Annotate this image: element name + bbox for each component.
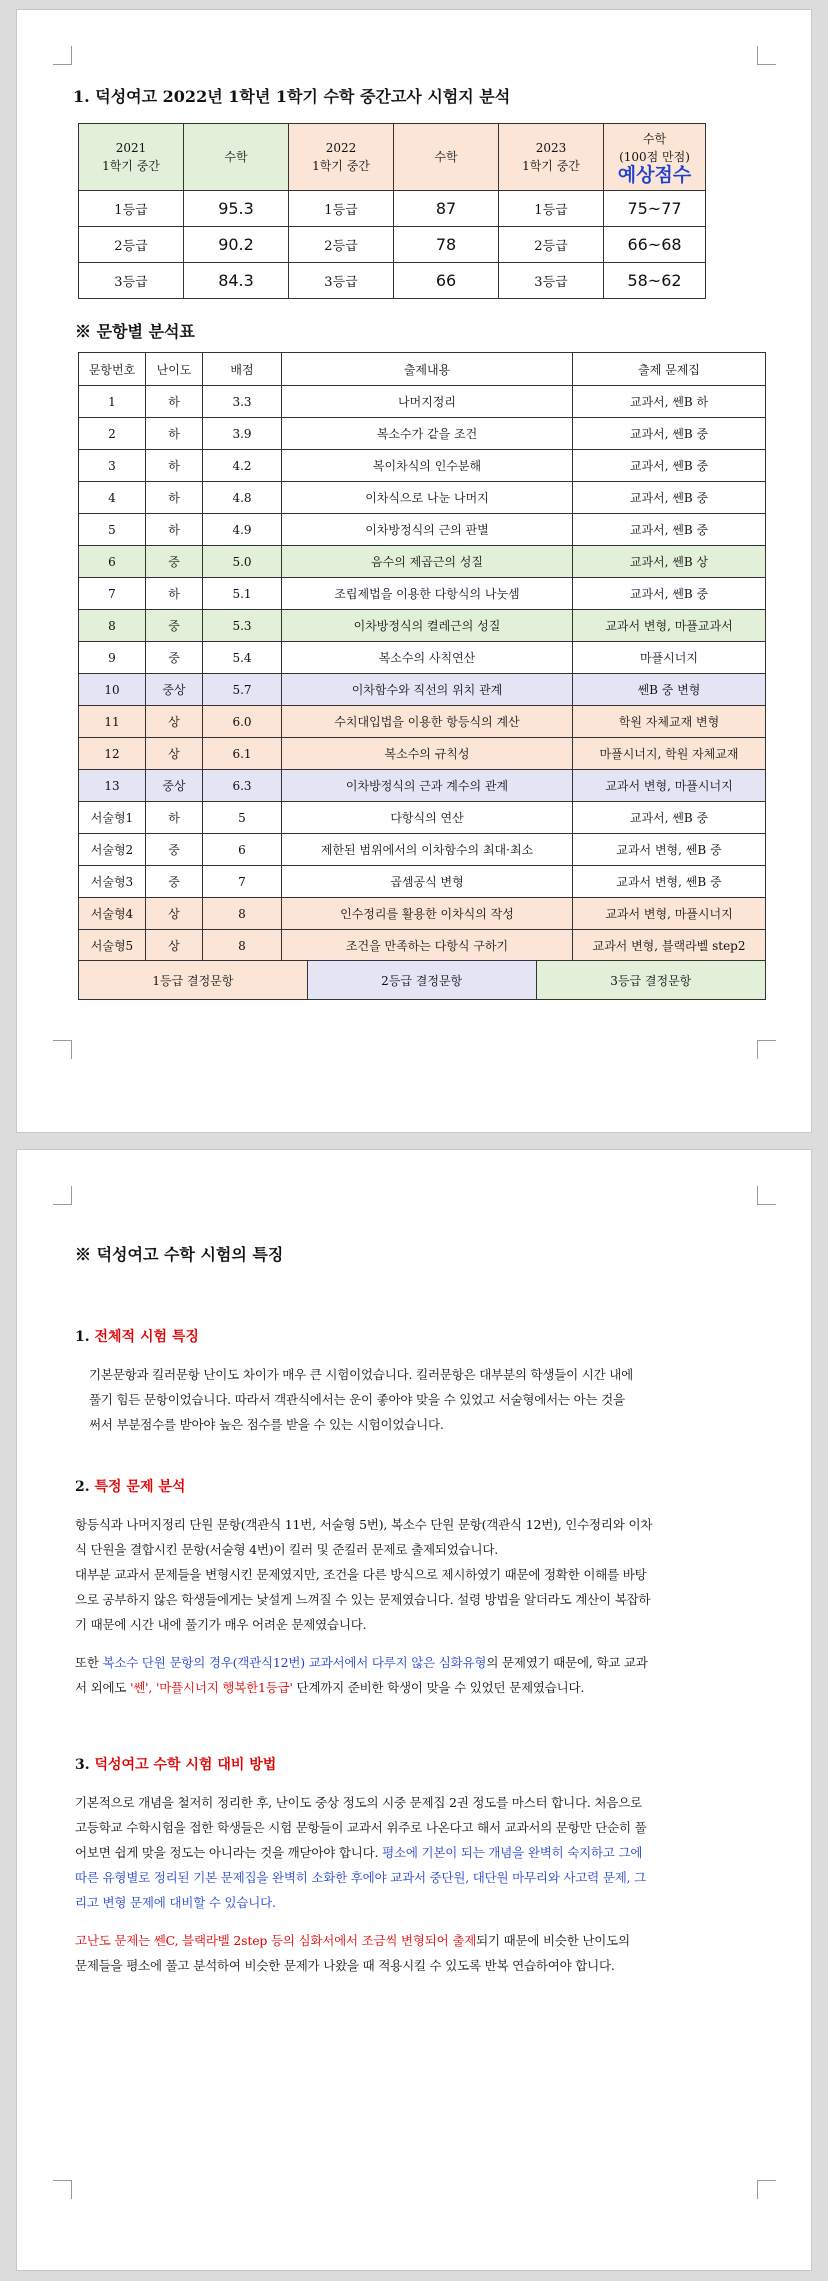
section-title: 덕성여고 수학 시험 대비 방법 <box>94 1757 277 1773</box>
section-number: 1. <box>75 1329 95 1345</box>
grade-cell: 2등급 <box>289 227 394 263</box>
difficulty-cell: 중 <box>146 546 203 578</box>
content-cell: 인수정리를 활용한 이차식의 작성 <box>282 898 573 930</box>
question-rows <box>79 386 766 962</box>
text-line: 식 단원을 결합시킨 문항(서술형 4번)이 킬러 및 준킬러 문제로 출제되었습니다. <box>75 1542 498 1557</box>
text-line: 으로 공부하지 않은 학생들에게는 낯설게 느껴질 수 있는 문제였습니다. 설령 방법을 알더라도 계산이 복잡하 <box>75 1592 651 1607</box>
difficulty-cell: 상 <box>146 706 203 738</box>
table-row <box>79 610 766 642</box>
points-cell: 8 <box>203 930 282 962</box>
header-math-2022: 수학 <box>394 124 499 191</box>
points-cell: 7 <box>203 866 282 898</box>
content-cell: 이차식으로 나눈 나머지 <box>282 482 573 514</box>
grade-cell: 1등급 <box>79 191 184 227</box>
header-question-no: 문항번호 <box>79 353 146 386</box>
difficulty-cell: 중 <box>146 866 203 898</box>
text-line: 대부분 교과서 문제들을 변형시킨 문제였지만, 조건을 다른 방식으로 제시하였기 때문에 정확한 이해를 바탕 <box>75 1567 647 1582</box>
question-no-cell: 13 <box>79 770 146 802</box>
score-cell: 95.3 <box>184 191 289 227</box>
header-2021 <box>79 124 184 191</box>
header-max-score: (100점 만점) <box>619 150 690 164</box>
text-line: 써서 부분점수를 받아야 높은 점수를 받을 수 있는 시험이었습니다. <box>89 1417 444 1432</box>
question-analysis-table <box>78 352 766 962</box>
document-page-1 <box>17 10 811 1132</box>
text-line <box>75 1840 773 1865</box>
content-cell: 음수의 제곱근의 성질 <box>282 546 573 578</box>
content-cell: 다항식의 연산 <box>282 802 573 834</box>
content-cell: 이차방정식의 근의 판별 <box>282 514 573 546</box>
text-line: 항등식과 나머지정리 단원 문항(객관식 11번, 서술형 5번), 복소수 단원 문항(객관식 12번), 인수정리와 이차 <box>75 1517 653 1532</box>
score-cell: 87 <box>394 191 499 227</box>
content-cell: 복소수의 사칙연산 <box>282 642 573 674</box>
content-cell: 나머지정리 <box>282 386 573 418</box>
question-no-cell: 서술형2 <box>79 834 146 866</box>
difficulty-cell: 하 <box>146 482 203 514</box>
features-title: ※ 덕성여고 수학 시험의 특징 <box>75 1245 284 1264</box>
difficulty-cell: 하 <box>146 450 203 482</box>
question-no-cell: 7 <box>79 578 146 610</box>
table-row <box>79 866 766 898</box>
legend-grade-1: 1등급 결정문항 <box>79 961 308 1000</box>
question-no-cell: 9 <box>79 642 146 674</box>
question-no-cell: 4 <box>79 482 146 514</box>
points-cell: 6.0 <box>203 706 282 738</box>
table-header-row <box>79 353 766 386</box>
table-row <box>79 386 766 418</box>
points-cell: 8 <box>203 898 282 930</box>
table-row <box>79 642 766 674</box>
section-title: 특정 문제 분석 <box>94 1479 186 1495</box>
source-cell: 교과서, 쎈B 하 <box>573 386 766 418</box>
section-1-body <box>89 1362 769 1437</box>
header-year: 2021 <box>115 141 147 155</box>
grade-cell: 3등급 <box>499 263 604 299</box>
legend-grade-3: 3등급 결정문항 <box>536 961 765 1000</box>
section-2-heading <box>75 1476 185 1496</box>
header-subject: 수학 <box>642 132 667 146</box>
section-3-body <box>75 1790 773 1915</box>
margin-mark <box>53 1040 72 1059</box>
table-row <box>79 546 766 578</box>
section-title: 전체적 시험 특징 <box>94 1329 199 1345</box>
question-no-cell: 6 <box>79 546 146 578</box>
table-row <box>79 738 766 770</box>
table-row <box>79 578 766 610</box>
question-no-cell: 8 <box>79 610 146 642</box>
table-row <box>79 706 766 738</box>
text-run: 의 문제였기 때문에, 학교 교과 <box>486 1655 648 1670</box>
table-row <box>79 674 766 706</box>
table-row <box>79 514 766 546</box>
difficulty-cell: 중상 <box>146 770 203 802</box>
source-cell: 교과서 변형, 마플시너지 <box>573 898 766 930</box>
points-cell: 5.4 <box>203 642 282 674</box>
content-cell: 곱셈공식 변형 <box>282 866 573 898</box>
margin-mark <box>757 2180 776 2199</box>
table-header-row <box>79 124 706 191</box>
grade-cell: 3등급 <box>289 263 394 299</box>
content-cell: 조건을 만족하는 다항식 구하기 <box>282 930 573 962</box>
header-points: 배점 <box>203 353 282 386</box>
content-cell: 수치대입법을 이용한 항등식의 계산 <box>282 706 573 738</box>
highlight-red: '쎈', '마플시너지 행복한1등급' <box>130 1680 293 1695</box>
grade-cell: 2등급 <box>499 227 604 263</box>
legend-row <box>79 961 766 1000</box>
points-cell: 3.9 <box>203 418 282 450</box>
section-3-note <box>75 1928 773 1978</box>
section-number: 3. <box>75 1757 95 1773</box>
content-cell: 복소수가 같을 조건 <box>282 418 573 450</box>
analysis-title: ※ 문항별 분석표 <box>75 322 195 341</box>
source-cell: 쎈B 중 변형 <box>573 674 766 706</box>
text-line: 기본문항과 킬러문항 난이도 차이가 매우 큰 시험이었습니다. 킬러문항은 대부분의 학생들이 시간 내에 <box>89 1367 634 1382</box>
score-cell: 78 <box>394 227 499 263</box>
table-row <box>79 191 706 227</box>
table-row <box>79 802 766 834</box>
source-cell: 교과서, 쎈B 중 <box>573 418 766 450</box>
difficulty-cell: 중 <box>146 610 203 642</box>
header-difficulty: 난이도 <box>146 353 203 386</box>
points-cell: 6 <box>203 834 282 866</box>
source-cell: 마플시너지, 학원 자체교재 <box>573 738 766 770</box>
question-no-cell: 2 <box>79 418 146 450</box>
points-cell: 4.2 <box>203 450 282 482</box>
source-cell: 교과서 변형, 쎈B 중 <box>573 866 766 898</box>
margin-mark <box>53 1186 72 1205</box>
points-cell: 6.1 <box>203 738 282 770</box>
margin-mark <box>757 1040 776 1059</box>
table-row <box>79 930 766 962</box>
content-cell: 제한된 범위에서의 이차함수의 최대·최소 <box>282 834 573 866</box>
margin-mark <box>757 1186 776 1205</box>
header-term: 1학기 중간 <box>312 159 370 173</box>
legend-table <box>78 960 766 1000</box>
difficulty-cell: 중 <box>146 834 203 866</box>
score-cell: 75~77 <box>604 191 706 227</box>
question-no-cell: 12 <box>79 738 146 770</box>
difficulty-cell: 상 <box>146 738 203 770</box>
points-cell: 4.8 <box>203 482 282 514</box>
source-cell: 교과서, 쎈B 상 <box>573 546 766 578</box>
table-row <box>79 834 766 866</box>
source-cell: 마플시너지 <box>573 642 766 674</box>
source-cell: 교과서, 쎈B 중 <box>573 578 766 610</box>
text-run: 어보면 쉽게 맞을 정도는 아니라는 것을 깨닫아야 합니다. <box>75 1845 383 1860</box>
text-line <box>75 1650 773 1675</box>
text-line <box>75 1675 773 1700</box>
header-content: 출제내용 <box>282 353 573 386</box>
question-no-cell: 서술형5 <box>79 930 146 962</box>
source-cell: 교과서, 쎈B 중 <box>573 450 766 482</box>
section-3-heading <box>75 1754 276 1774</box>
highlight-blue: 복소수 단원 문항의 경우(객관식12번) 교과서에서 다루지 않은 심화유형 <box>102 1655 487 1670</box>
source-cell: 교과서, 쎈B 중 <box>573 802 766 834</box>
points-cell: 6.3 <box>203 770 282 802</box>
source-cell: 교과서, 쎈B 중 <box>573 514 766 546</box>
document-page-2 <box>17 1150 811 2270</box>
score-cell: 90.2 <box>184 227 289 263</box>
difficulty-cell: 하 <box>146 386 203 418</box>
table-row <box>79 482 766 514</box>
content-cell: 복소수의 규칙성 <box>282 738 573 770</box>
header-2022 <box>289 124 394 191</box>
header-math-2021: 수학 <box>184 124 289 191</box>
content-cell: 조립제법을 이용한 다항식의 나눗셈 <box>282 578 573 610</box>
content-cell: 이차방정식의 근과 계수의 관계 <box>282 770 573 802</box>
difficulty-cell: 하 <box>146 578 203 610</box>
points-cell: 5.1 <box>203 578 282 610</box>
score-cell: 84.3 <box>184 263 289 299</box>
difficulty-cell: 중상 <box>146 674 203 706</box>
margin-mark <box>53 46 72 65</box>
header-term: 1학기 중간 <box>522 159 580 173</box>
text-line: 기본적으로 개념을 철저히 정리한 후, 난이도 중상 정도의 시중 문제집 2권 정도를 마스터 합니다. 처음으로 <box>75 1795 642 1810</box>
question-no-cell: 10 <box>79 674 146 706</box>
points-cell: 5 <box>203 802 282 834</box>
difficulty-cell: 상 <box>146 930 203 962</box>
question-no-cell: 서술형1 <box>79 802 146 834</box>
points-cell: 4.9 <box>203 514 282 546</box>
content-cell: 이차방정식의 켤레근의 성질 <box>282 610 573 642</box>
source-cell: 교과서 변형, 블랙라벨 step2 <box>573 930 766 962</box>
table-row <box>79 898 766 930</box>
points-cell: 5.7 <box>203 674 282 706</box>
text-line: 문제들을 평소에 풀고 분석하여 비슷한 문제가 나왔을 때 적용시킬 수 있도록 반복 연습하여야 합니다. <box>75 1958 615 1973</box>
difficulty-cell: 하 <box>146 418 203 450</box>
table-row <box>79 227 706 263</box>
header-term: 1학기 중간 <box>102 159 160 173</box>
score-cell: 58~62 <box>604 263 706 299</box>
page-title: 1. 덕성여고 2022년 1학년 1학기 수학 중간고사 시험지 분석 <box>73 87 511 106</box>
text-run: 단계까지 준비한 학생이 맞을 수 있었던 문제였습니다. <box>292 1680 585 1695</box>
source-cell: 학원 자체교재 변형 <box>573 706 766 738</box>
highlight-red: 고난도 문제는 쎈C, 블랙라벨 2step 등의 심화서에서 조금씩 변형되어 출제 <box>75 1933 477 1948</box>
text-line: 기 때문에 시간 내에 풀기가 매우 어려운 문제였습니다. <box>75 1617 367 1632</box>
points-cell: 3.3 <box>203 386 282 418</box>
difficulty-cell: 중 <box>146 642 203 674</box>
text-line: 따른 유형별로 정리된 기본 문제집을 완벽히 소화한 후에야 교과서 중단원, 대단원 마무리와 사고력 문제, 그 <box>75 1870 647 1885</box>
legend-grade-2: 2등급 결정문항 <box>307 961 536 1000</box>
difficulty-cell: 상 <box>146 898 203 930</box>
text-line: 풀기 힘든 문항이었습니다. 따라서 객관식에서는 운이 좋아야 맞을 수 있었고 서술형에서는 아는 것을 <box>89 1392 625 1407</box>
section-number: 2. <box>75 1479 95 1495</box>
margin-mark <box>53 2180 72 2199</box>
score-cell: 66 <box>394 263 499 299</box>
text-run: 또한 <box>75 1655 103 1670</box>
header-expected-score <box>604 124 706 191</box>
section-2-body <box>75 1512 773 1637</box>
difficulty-cell: 하 <box>146 802 203 834</box>
points-cell: 5.3 <box>203 610 282 642</box>
table-row <box>79 770 766 802</box>
text-line <box>75 1928 773 1953</box>
text-line: 리고 변형 문제에 대비할 수 있습니다. <box>75 1895 276 1910</box>
question-no-cell: 5 <box>79 514 146 546</box>
question-no-cell: 서술형4 <box>79 898 146 930</box>
table-row <box>79 263 706 299</box>
header-2023 <box>499 124 604 191</box>
grade-cell: 3등급 <box>79 263 184 299</box>
header-year: 2023 <box>535 141 567 155</box>
highlight-blue: 평소에 기본이 되는 개념을 완벽히 숙지하고 그에 <box>382 1845 643 1860</box>
text-run: 서 외에도 <box>75 1680 131 1695</box>
grade-cell: 2등급 <box>79 227 184 263</box>
question-no-cell: 1 <box>79 386 146 418</box>
question-no-cell: 11 <box>79 706 146 738</box>
section-1-heading <box>75 1326 199 1346</box>
difficulty-cell: 하 <box>146 514 203 546</box>
source-cell: 교과서 변형, 쎈B 중 <box>573 834 766 866</box>
question-no-cell: 서술형3 <box>79 866 146 898</box>
text-run: 되기 때문에 비슷한 난이도의 <box>476 1933 630 1948</box>
grade-cell: 1등급 <box>289 191 394 227</box>
grade-cell: 1등급 <box>499 191 604 227</box>
table-row <box>79 418 766 450</box>
grade-cut-table <box>78 123 706 299</box>
header-source: 출제 문제집 <box>573 353 766 386</box>
margin-mark <box>757 46 776 65</box>
header-year: 2022 <box>325 141 357 155</box>
section-2-note <box>75 1650 773 1700</box>
source-cell: 교과서 변형, 마플교과서 <box>573 610 766 642</box>
question-no-cell: 3 <box>79 450 146 482</box>
points-cell: 5.0 <box>203 546 282 578</box>
source-cell: 교과서 변형, 마플시너지 <box>573 770 766 802</box>
table-row <box>79 450 766 482</box>
header-expected-label: 예상점수 <box>617 164 692 186</box>
content-cell: 이차함수와 직선의 위치 관계 <box>282 674 573 706</box>
source-cell: 교과서, 쎈B 중 <box>573 482 766 514</box>
score-cell: 66~68 <box>604 227 706 263</box>
content-cell: 복이차식의 인수분해 <box>282 450 573 482</box>
text-line: 고등학교 수학시험을 접한 학생들은 시험 문항들이 교과서 위주로 나온다고 해서 교과서의 문항만 단순히 풀 <box>75 1820 647 1835</box>
